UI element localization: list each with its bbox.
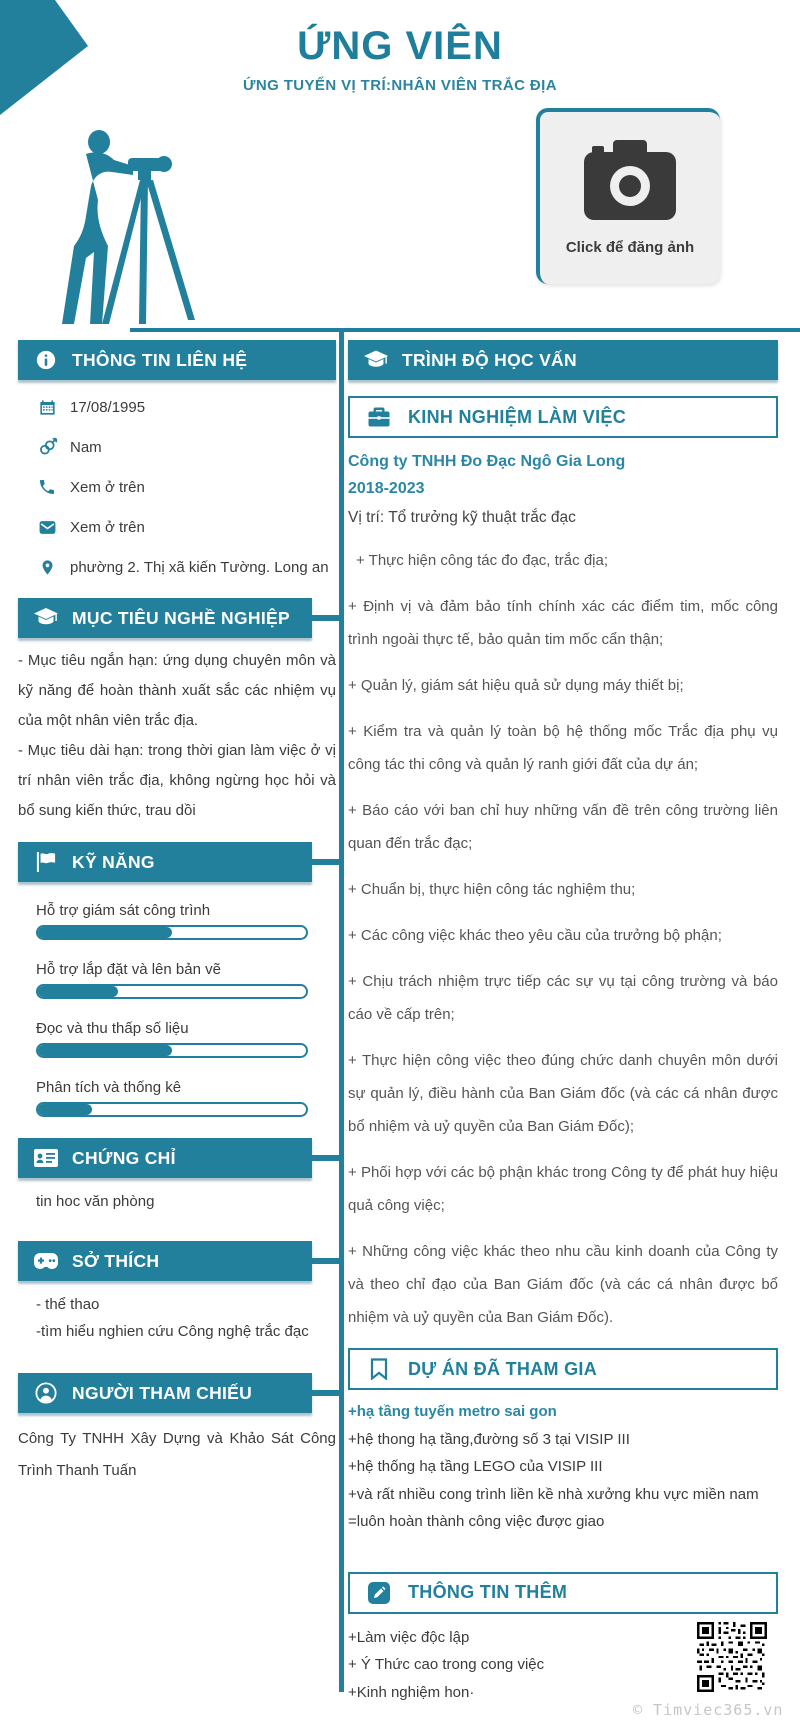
experience-bullet: + Phối hợp với các bộ phận khác trong Công ty để phát huy hiệu quả công việc;	[348, 1164, 778, 1214]
id-card-icon	[34, 1149, 58, 1167]
horizontal-divider	[130, 328, 800, 332]
hobby-line: - thể thao	[36, 1296, 100, 1313]
section-title: THÔNG TIN LIÊN HỆ	[72, 349, 248, 370]
section-heading-certificates	[18, 1138, 312, 1178]
skill-item	[36, 1079, 318, 1117]
heading-connector	[312, 1390, 339, 1396]
contact-item-address	[36, 558, 336, 576]
mail-icon	[36, 518, 58, 537]
contact-item-birthday	[36, 398, 336, 416]
contact-value: phường 2. Thị xã kiến Tường. Long an	[70, 558, 329, 576]
skill-bar	[36, 984, 308, 999]
section-title: DỰ ÁN ĐÃ THAM GIA	[408, 1358, 598, 1379]
skill-bar	[36, 1043, 308, 1058]
contact-list	[18, 398, 336, 576]
additional-line: +Kinh nghiệm hon·	[348, 1683, 475, 1701]
experience-bullet: + Các công việc khác theo yêu cầu của trưởng bộ phận;	[348, 927, 722, 944]
objective-line: - Mục tiêu ngắn hạn: ứng dụng chuyên môn và kỹ năng để hoàn thành xuất sắc các nhiệm vụ của một nhân viên trắc địa.	[18, 652, 336, 729]
page-title: ỨNG VIÊN	[297, 24, 503, 68]
section-heading-hobbies	[18, 1241, 312, 1281]
section-title: SỞ THÍCH	[72, 1250, 160, 1271]
experience-bullets	[348, 544, 778, 1334]
section-heading-objective	[18, 598, 312, 638]
flag-icon	[34, 852, 58, 872]
experience-bullet: + Thực hiện công tác đo đạc, trắc địa;	[356, 552, 608, 569]
certificate-text: tin hoc văn phòng	[36, 1193, 155, 1210]
contact-value: Xem ở trên	[70, 478, 145, 496]
experience-position: Vị trí: Tổ trưởng kỹ thuật trắc đạc	[348, 509, 576, 526]
skill-label: Hỗ trợ giám sát công trình	[36, 902, 211, 919]
graduation-cap-icon	[34, 608, 58, 628]
qr-code	[697, 1622, 767, 1692]
objective-line: - Mục tiêu dài hạn: trong thời gian làm việc ở vị trí nhân viên trắc địa, không ngừng học hỏi và bổ sung kiến thức, trau dồi	[18, 742, 336, 819]
location-icon	[36, 558, 58, 577]
skill-item	[36, 902, 318, 940]
section-heading-projects	[348, 1348, 778, 1390]
info-icon	[34, 349, 58, 371]
section-heading-experience	[348, 396, 778, 438]
watermark: © Timviec365.vn	[633, 1701, 784, 1719]
calendar-icon	[36, 398, 58, 417]
contact-item-email	[36, 518, 336, 536]
camera-icon	[580, 213, 680, 230]
pencil-icon	[366, 1581, 392, 1605]
reference-text: Công Ty TNHH Xây Dựng và Khảo Sát Công Trình Thanh Tuấn	[18, 1430, 336, 1479]
contact-value: Xem ở trên	[70, 518, 145, 536]
section-title: NGƯỜI THAM CHIẾU	[72, 1382, 253, 1403]
heading-connector	[312, 1155, 339, 1161]
gender-icon	[36, 437, 58, 458]
skill-bar-fill	[38, 927, 172, 938]
skill-item	[36, 961, 318, 999]
person-circle-icon	[34, 1382, 58, 1404]
skill-bar	[36, 925, 308, 940]
additional-line: + Ý Thức cao trong cong việc	[348, 1656, 545, 1673]
skill-bar	[36, 1102, 308, 1117]
experience-bullet: + Định vị và đảm bảo tính chính xác các điểm tim, mốc công trình ngoài thực tế, bảo quản tim mốc cẩn thận;	[348, 598, 778, 648]
project-line: +và rất nhiều cong trình liền kề nhà xưởng khu vực miền nam	[348, 1485, 759, 1503]
contact-value: Nam	[70, 438, 102, 456]
graduation-cap-icon	[364, 350, 388, 371]
experience-bullet: + Thực hiện công việc theo đúng chức danh chuyên môn dưới sự quản lý, điều hành của Ban Giám đốc (và các cá nhân được bổ nhiệm và uỷ quyền của Ban Giám Đốc);	[348, 1052, 778, 1135]
experience-bullet: + Báo cáo với ban chỉ huy những vấn đề trên công trường liên quan đến trắc đạc;	[348, 802, 778, 852]
gamepad-icon	[34, 1253, 58, 1269]
section-title: KỸ NĂNG	[72, 851, 155, 872]
vertical-divider	[339, 328, 344, 1692]
experience-period: 2018-2023	[348, 480, 425, 497]
experience-bullet: + Những công việc khác theo nhu cầu kinh doanh của Công ty và theo chỉ đạo của Ban Giám đốc (và các cá nhân được bổ nhiệm và uỷ quyền của Ban Giám Đốc).	[348, 1243, 778, 1326]
project-line: +hệ thong hạ tầng,đường số 3 tại VISIP III	[348, 1430, 630, 1448]
heading-connector	[312, 1258, 339, 1264]
skill-item	[36, 1020, 318, 1058]
hobby-line: -tìm hiểu nghien cứu Công nghệ trắc đạc	[36, 1323, 309, 1340]
briefcase-icon	[366, 406, 392, 428]
bookmark-icon	[366, 1358, 392, 1380]
project-line: =luôn hoàn thành công việc được giao	[348, 1513, 605, 1530]
contact-item-phone	[36, 478, 336, 496]
skill-bar-fill	[38, 986, 118, 997]
experience-bullet: + Chuẩn bị, thực hiện công tác nghiệm thu;	[348, 881, 636, 898]
section-heading-skills	[18, 842, 312, 882]
phone-icon	[36, 478, 58, 496]
skill-label: Hỗ trợ lắp đặt và lên bản vẽ	[36, 961, 221, 978]
section-title: CHỨNG CHỈ	[72, 1147, 176, 1168]
experience-bullet: + Quản lý, giám sát hiệu quả sử dụng máy thiết bị;	[348, 677, 684, 694]
additional-line: +Làm việc độc lập	[348, 1628, 470, 1646]
section-title: THÔNG TIN THÊM	[408, 1582, 568, 1602]
page-subtitle: ỨNG TUYỂN VỊ TRÍ:NHÂN VIÊN TRẮC ĐỊA	[243, 77, 557, 94]
experience-bullet: + Kiểm tra và quản lý toàn bộ hệ thống mốc Trắc địa phụ vụ công tác thi công và quản lý ranh giới đất của dự án;	[348, 723, 778, 773]
photo-upload-label: Click để đăng ảnh	[565, 239, 695, 256]
section-title: MỤC TIÊU NGHỀ NGHIỆP	[72, 607, 290, 628]
project-line: +hạ tầng tuyến metro sai gon	[348, 1403, 557, 1420]
section-heading-references	[18, 1373, 312, 1413]
skill-label: Phân tích và thống kê	[36, 1079, 182, 1096]
skill-label: Đọc và thu thấp số liệu	[36, 1020, 189, 1037]
section-heading-additional	[348, 1572, 778, 1614]
skill-bar-fill	[38, 1045, 172, 1056]
section-heading-contact	[18, 340, 336, 380]
section-title: TRÌNH ĐỘ HỌC VẤN	[402, 349, 577, 370]
heading-connector	[312, 859, 339, 865]
photo-upload-button[interactable]	[536, 108, 720, 284]
project-line: +hệ thống hạ tầng LEGO của VISIP III	[348, 1458, 603, 1475]
section-heading-education	[348, 340, 778, 380]
skill-bar-fill	[38, 1104, 92, 1115]
skills-list	[18, 902, 336, 1117]
contact-item-gender	[36, 438, 336, 456]
contact-value: 17/08/1995	[70, 398, 146, 416]
surveyor-illustration	[36, 120, 236, 328]
projects-list	[348, 1398, 778, 1536]
experience-bullet: + Chịu trách nhiệm trực tiếp các sự vụ tại công trường và báo cáo về cấp trên;	[348, 973, 778, 1023]
heading-connector	[312, 615, 339, 621]
section-title: KINH NGHIỆM LÀM VIỆC	[408, 406, 627, 427]
experience-company: Công ty TNHH Đo Đạc Ngô Gia Long	[348, 453, 626, 470]
